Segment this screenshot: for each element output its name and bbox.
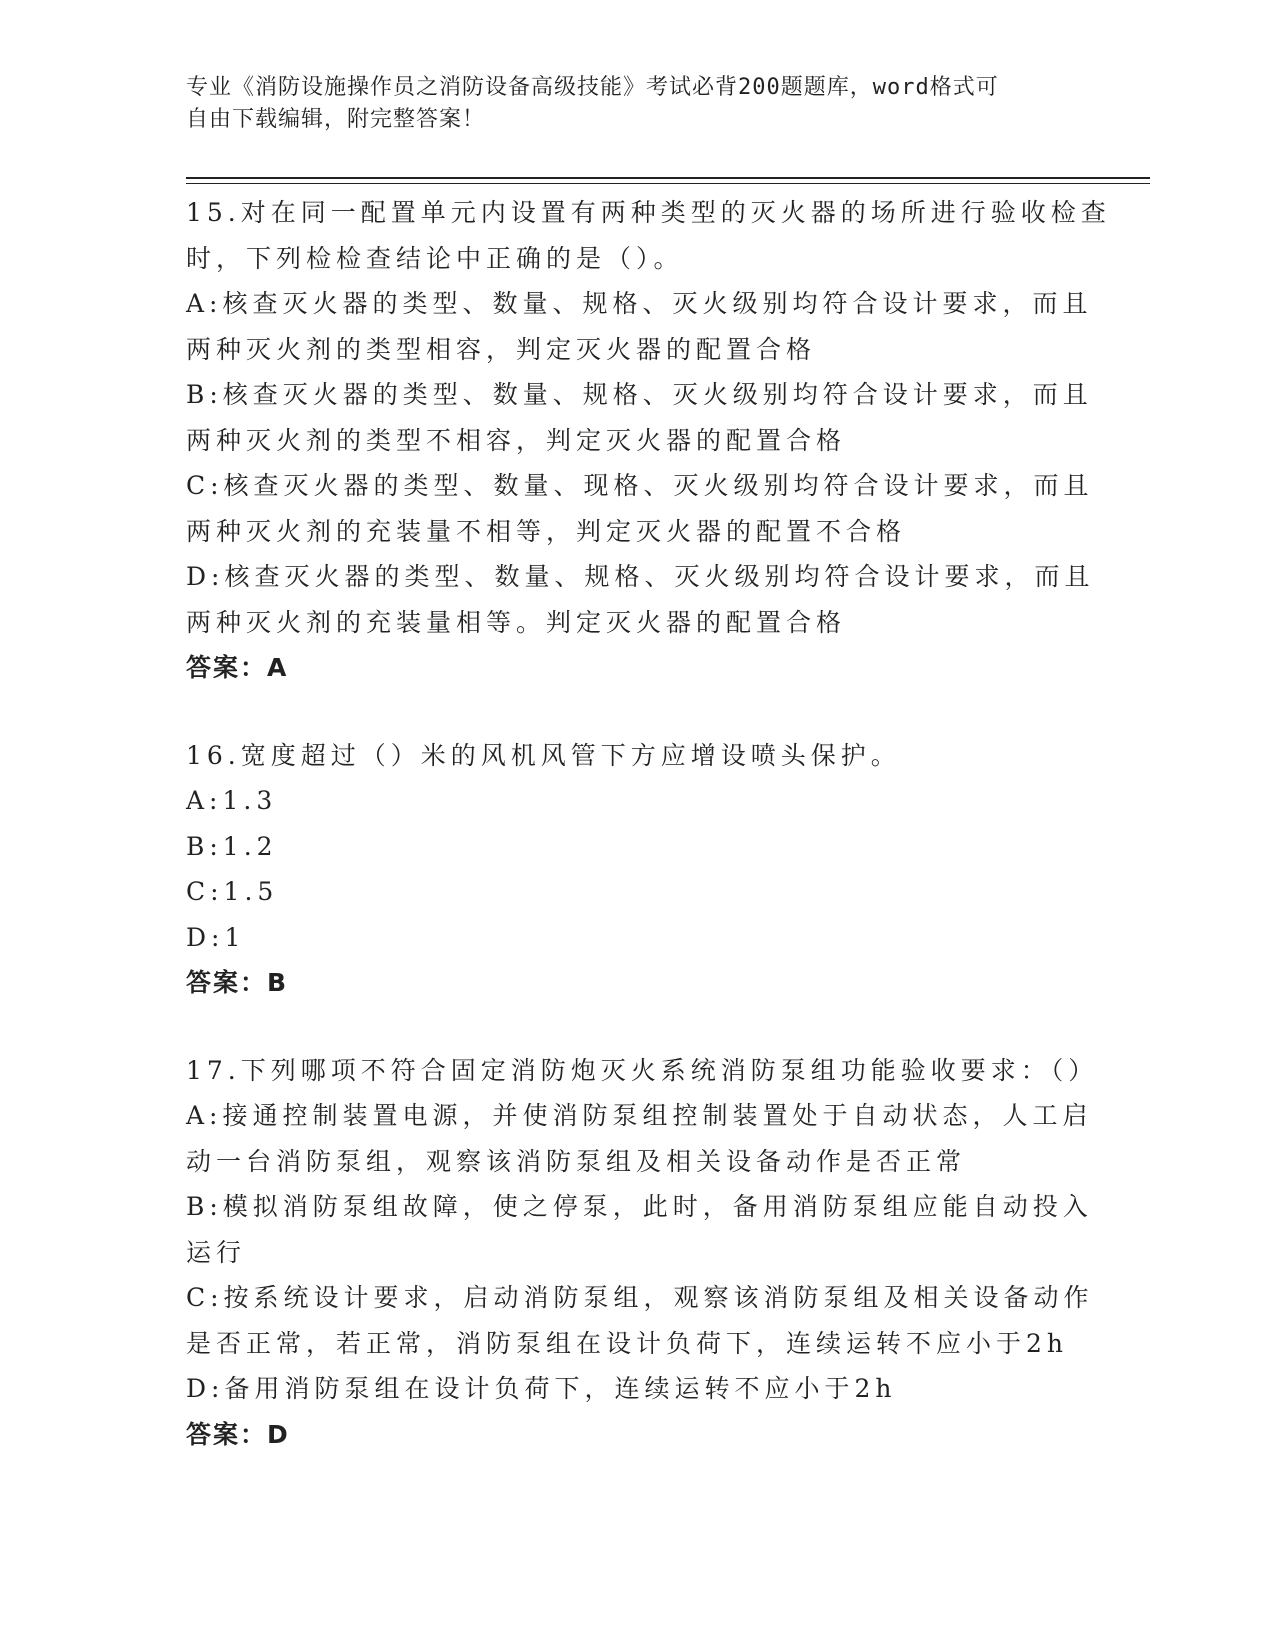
question-15-option-d-line-2: 两种灭火剂的充装量相等。判定灭火器的配置合格 [186, 607, 847, 637]
document-header [186, 72, 1066, 136]
question-list [186, 190, 1111, 1499]
header-divider-thin [186, 183, 1150, 184]
question-16-answer: 答案：B [186, 968, 289, 997]
question-16-option-d: D:1 [186, 922, 246, 952]
question-15-option-d-line-1: D:核查灭火器的类型、数量、规格、灭火级别均符合设计要求，而且 [186, 562, 1095, 591]
question-15-stem-line-2: 时，下列检检查结论中正确的是（）。 [186, 243, 684, 273]
header-divider-thick [186, 177, 1150, 179]
question-15 [186, 190, 1111, 691]
question-17-stem: 17.下列哪项不符合固定消防炮灭火系统消防泵组功能验收要求：（） [186, 1055, 1099, 1085]
question-15-option-a-line-1: A:核查灭火器的类型、数量、规格、灭火级别均符合设计要求，而且 [186, 289, 1093, 318]
question-17-option-d: D:备用消防泵组在设计负荷下，连续运转不应小于2h [186, 1374, 897, 1403]
question-17-option-b-line-2: 运行 [186, 1237, 247, 1267]
header-line-1: 专业《消防设施操作员之消防设备高级技能》考试必背200题题库，word格式可 [186, 75, 999, 100]
question-16-stem: 16.宽度超过（）米的风机风管下方应增设喷头保护。 [186, 740, 901, 770]
question-15-answer: 答案：A [186, 653, 289, 682]
question-17-option-c-line-2: 是否正常，若正常，消防泵组在设计负荷下，连续运转不应小于2h [186, 1328, 1069, 1358]
question-15-option-a-line-2: 两种灭火剂的类型相容，判定灭火器的配置合格 [186, 334, 817, 364]
question-17-answer: 答案：D [186, 1419, 290, 1449]
question-16-option-c: C:1.5 [186, 877, 279, 906]
question-15-option-b-line-1: B:核查灭火器的类型、数量、规格、灭火级别均符合设计要求，而且 [186, 380, 1093, 409]
question-15-option-b-line-2: 两种灭火剂的类型不相容，判定灭火器的配置合格 [186, 425, 847, 455]
question-15-stem-line-1: 15.对在同一配置单元内设置有两种类型的灭火器的场所进行验收检查 [186, 198, 1111, 227]
question-16-option-a: A:1.3 [186, 786, 278, 815]
question-16-option-b: B:1.2 [186, 831, 278, 861]
question-17-option-a-line-1: A:接通控制装置电源，并使消防泵组控制装置处于自动状态，人工启 [186, 1101, 1093, 1130]
question-15-option-c-line-1: C:核查灭火器的类型、数量、现格、灭火级别均符合设计要求，而且 [186, 471, 1094, 500]
question-16 [186, 733, 1086, 1006]
question-17 [186, 1048, 1099, 1458]
question-17-option-a-line-2: 动一台消防泵组，观察该消防泵组及相关设备动作是否正常 [186, 1146, 967, 1176]
question-17-option-c-line-1: C:按系统设计要求，启动消防泵组，观察该消防泵组及相关设备动作 [186, 1283, 1094, 1312]
question-15-option-c-line-2: 两种灭火剂的充装量不相等，判定灭火器的配置不合格 [186, 516, 907, 546]
header-line-2: 自由下载编辑，附完整答案！ [186, 107, 486, 132]
question-17-option-b-line-1: B:模拟消防泵组故障，使之停泵，此时，备用消防泵组应能自动投入 [186, 1192, 1093, 1221]
